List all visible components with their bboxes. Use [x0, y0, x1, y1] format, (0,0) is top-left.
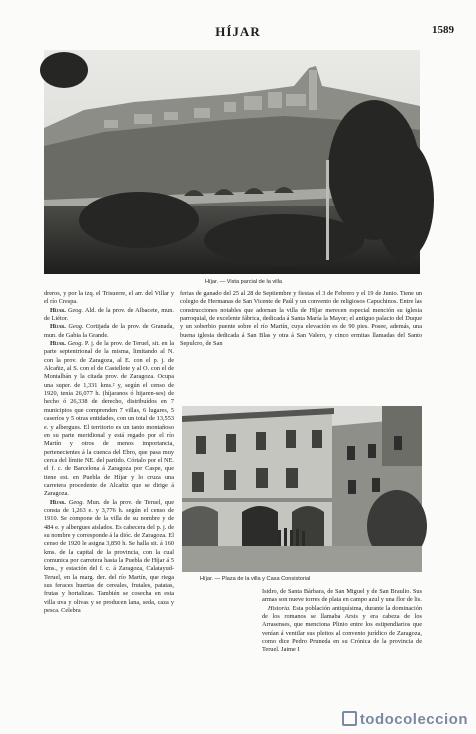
text-column-right-bottom: [262, 588, 422, 712]
photo-town-view-caption: Híjar. — Vista parcial de la villa: [205, 279, 282, 285]
photo-town-view: [44, 50, 420, 274]
paragraph: Isidro, de Santa Bárbara, de San Miguel y de San Braulio. Sus armas son nueve torres de plata en campo azul y una flor de lis.: [262, 588, 422, 604]
watermark-logo-icon: [342, 711, 357, 726]
running-head-title: HÍJAR: [215, 24, 261, 39]
paragraph: Híjar. Geog. Mun. de la prov. de Teruel, que consta de 1,263 e. y 3,776 h. según el censo de 1910. Se compone de la villa de su nombre y de 484 e. y albergues aislados. Es cabecera del p. j. de su nombre y corresponde á la dióc. de Zaragoza. El censo de 1920 le asigna 3,850 h. Se halla sit. á 160 kms. de la capital de la provincia, con la cual comunica por carretera hasta la Puebla de Híjar á 5 kms., y estación del f. c. á Zaragoza, Calatayud-Teruel, en la marg. der. del río Martín, que riega sus feraces huertas de cereales, frutales, patatas, frutas y hortalizas. También se cosecha en esta villa uva y olivas y se producen lana, seda, caza y pesca. Celebra: [44, 498, 174, 615]
page-number: 1589: [432, 24, 454, 36]
paragraph: Híjar. Geog. Cortijada de la prov. de Granada, mun. de Gabia la Grande.: [44, 323, 174, 339]
text-column-right-top: [180, 290, 422, 398]
paragraph: Híjar. Geog. Ald. de la prov. de Albacete, mun. de Liétor.: [44, 306, 174, 323]
site-watermark: todocoleccion: [342, 711, 468, 728]
photo-plaza: [182, 406, 422, 572]
photo-plaza-caption: Híjar. — Plaza de la villa y Casa Consistorial: [200, 576, 311, 582]
paragraph: dreros, y por la izq. el Trisuerre, el arr. del Villar y el río Crespa.: [44, 290, 174, 306]
paragraph: Historia. Esta población antiquísima, durante la dominación de los romanos se llamaba Arsis y era cabeza de los Arrasenses, que menciona Plinio entre los estipendiarios que venían á ventilar sus pleitos al convento jurídico de Zaragoza, como dice Pedro Pruneda en su Crónica de la provincia de Teruel. Jaime I: [262, 604, 423, 654]
text-column-left-top: [44, 290, 175, 615]
paragraph: ferias de ganado del 25 al 28 de Septiembre y fiestas el 3 de Febrero y el 19 de Junio. Tiene un colegio de Hermanas de San Vicente de Paúl y un convento de religiosos Capuchinos. Entre las construcciones notables que adornan la villa de Híjar merecen especial mención su iglesia parroquial, de excelente fábrica, dedicada á Santa María la Mayor; el antiguo palacio del Duque y un soberbio puente sobre el río Martín, cuya elevación es de 90 pies. Posee, además, una buena iglesia dedicada á San Blas y otra á San Valero, y cinco ermitas llamadas del Santo Sepulcro, de San: [180, 290, 422, 348]
paragraph: Híjar. Geog. P. j. de la prov. de Teruel, sit. en la parte septentrional de la misma, limitando al N. con la prov. de Zaragoza, al E. con el p. j. de Alcañiz, al S. con el de Castellote y al O. con el de Montalbán y la citada prov. de Zaragoza. Ocupa una super. de 1,331 kms.² y, según el censo de 1920, tenía 26,077 h. (híjaranos ó hijaren-ses) de hecho ó 26,338 de derecho, distribuídos en 7 municipios que comprenden 7 villas, 6 lugares, 5 caseríos y 5 otras entidades, con un total de 13,553 e. y albergues. El territorio es un tanto montañoso en su parte meridional y está regado por el río Martín y otros de menos importancia, pertenecientes á la cuenca del Ebro, que pasa muy cerca del límite NE. del partido. Córtalo por el NE. el f. c. de Barcelona á Zaragoza por Caspe, que tiene est. en Puebla de Híjar y lo cruza una carretera procedente de Alcañiz que se dirige á Zaragoza.: [44, 340, 175, 498]
